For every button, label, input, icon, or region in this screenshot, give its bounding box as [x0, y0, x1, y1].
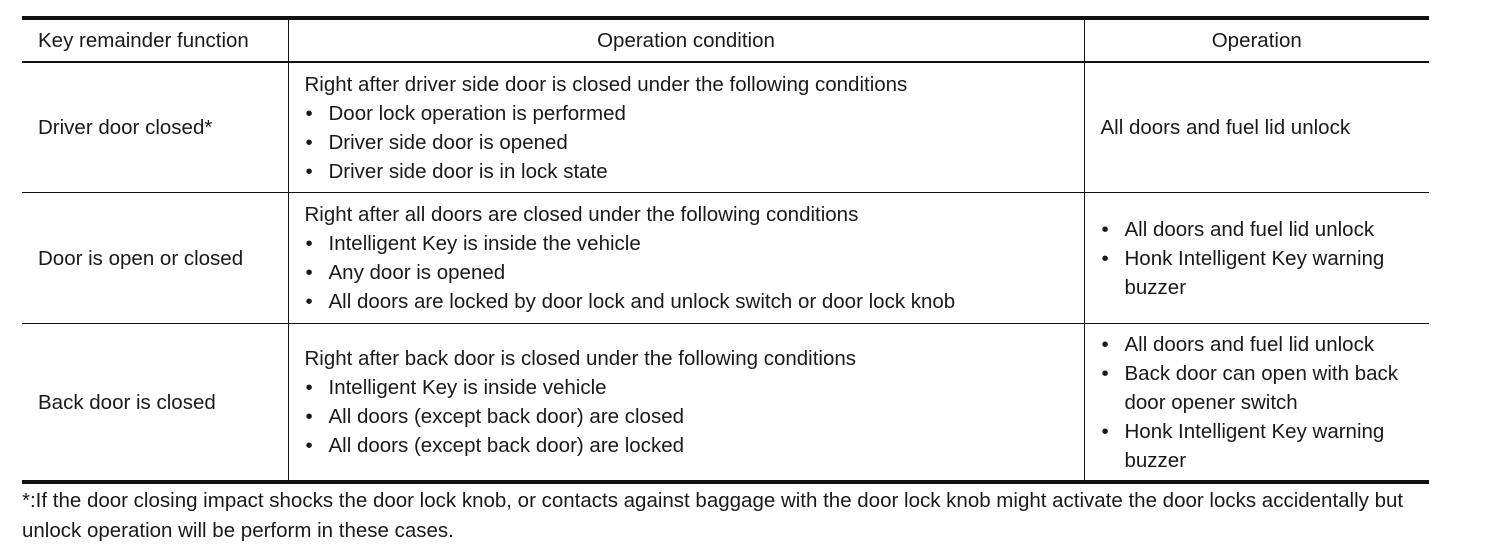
operation-cell [1084, 324, 1429, 483]
condition-intro: Right after back door is closed under the following conditions [304, 347, 857, 370]
condition-list [305, 373, 1076, 460]
condition-item: • Door lock operation is performed [305, 99, 1076, 128]
table-header-row [22, 18, 1429, 62]
condition-item: • Intelligent Key is inside the vehicle [305, 229, 1076, 258]
condition-intro: Right after driver side door is closed under the following conditions [304, 72, 908, 96]
condition-cell [288, 324, 1084, 483]
operation-item: • Back door can open with back door opener switch [1101, 359, 1422, 417]
operation-item: • All doors and fuel lid unlock [1101, 330, 1422, 359]
table-row [22, 193, 1429, 324]
header-operation: Operation [1084, 18, 1429, 62]
header-operation-condition: Operation condition [288, 18, 1084, 62]
condition-item: • Any door is opened [305, 258, 1076, 287]
condition-cell [288, 193, 1084, 324]
operation-list [1101, 330, 1422, 475]
footnote: *:If the door closing impact shocks the door lock knob, or contacts against baggage with the door lock knob might activate the door locks accidentally but unlock operation will be perform in these cases. [22, 489, 1404, 542]
operation-item: • Honk Intelligent Key warning buzzer [1101, 417, 1422, 475]
condition-item: • All doors (except back door) are closed [305, 402, 1076, 431]
condition-cell [288, 62, 1084, 193]
table-row [22, 62, 1429, 193]
function-cell: Back door is closed [22, 324, 288, 483]
key-remainder-table [22, 16, 1429, 484]
condition-intro: Right after all doors are closed under the following conditions [304, 203, 859, 226]
operation-cell: All doors and fuel lid unlock [1084, 62, 1429, 193]
operation-item: • Honk Intelligent Key warning buzzer [1101, 244, 1422, 302]
condition-item: • All doors are locked by door lock and unlock switch or door lock knob [305, 287, 1076, 316]
condition-item: • Intelligent Key is inside vehicle [305, 373, 1076, 402]
header-key-remainder-function: Key remainder function [22, 18, 288, 62]
operation-list [1101, 215, 1422, 302]
table-row [22, 324, 1429, 483]
operation-cell [1084, 193, 1429, 324]
condition-item: • All doors (except back door) are locked [305, 431, 1076, 460]
operation-item: • All doors and fuel lid unlock [1101, 215, 1422, 244]
condition-list [305, 229, 1076, 316]
function-cell: Door is open or closed [22, 193, 288, 324]
condition-item: • Driver side door is in lock state [305, 157, 1076, 186]
condition-list [305, 99, 1076, 186]
function-cell: Driver door closed* [38, 116, 213, 139]
condition-item: • Driver side door is opened [305, 128, 1076, 157]
